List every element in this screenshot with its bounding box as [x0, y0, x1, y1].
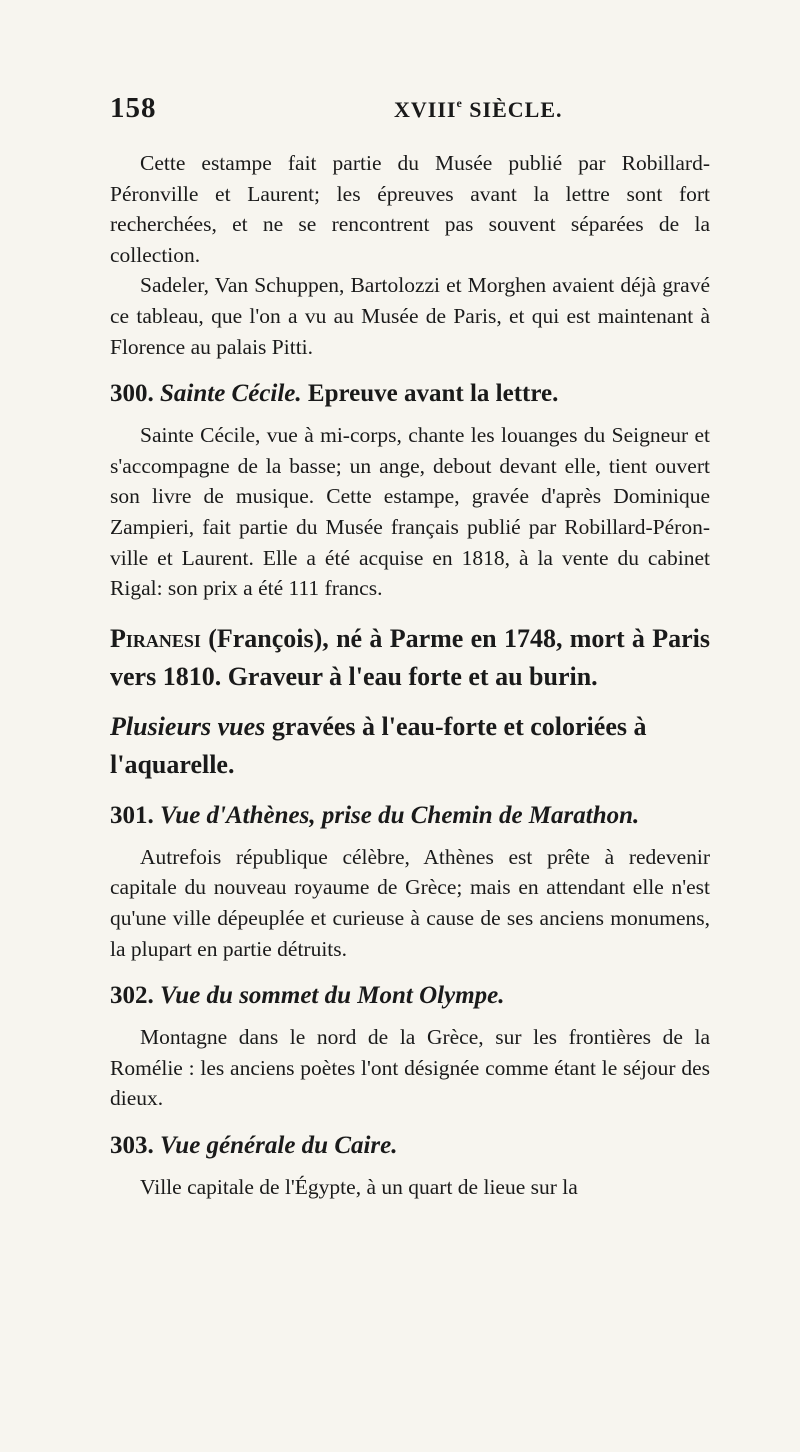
entry-302-text: Montagne dans le nord de la Grèce, sur les frontières de la Romélie : les anciens poètes l'ont désignée comme étant le séjour des dieux.: [110, 1025, 710, 1111]
entry-number: 303.: [110, 1131, 154, 1159]
paragraph-sadeler: Sadeler, Van Schuppen, Bartolozzi et Morghen avaient déjà gravé ce tableau, que l'on a vu au Musée de Paris, et qui est maintenant à Florence au palais Pitti.: [110, 273, 710, 359]
page-number: 158: [110, 92, 157, 124]
entry-title-italic: Vue d'Athènes, prise du Chemin de Marathon.: [160, 801, 640, 829]
series-heading-italic: Plusieurs vues: [110, 711, 266, 741]
series-heading: [110, 708, 710, 784]
entry-301-text: Autrefois république célèbre, Athènes est prête à redevenir capitale du nouveau royaume de Grèce; mais en attendant elle n'est qu'une ville dépeuplée et curieuse à cause de ses anciens monumens, la plupart en partie détruits.: [110, 844, 710, 961]
entry-title-italic: Sainte Cécile.: [160, 380, 302, 408]
entry-302-title: [110, 976, 710, 1016]
entry-303-title: [110, 1126, 710, 1166]
artist-bio: (François), né à Parme en 1748, mort à Paris vers 1810. Graveur à l'eau forte et au burin.: [110, 623, 710, 691]
entry-number: 302.: [110, 982, 154, 1010]
entry-title-rest: Epreuve avant la lettre.: [301, 380, 559, 408]
artist-heading: [110, 620, 710, 696]
page-body: [110, 148, 710, 1202]
series-heading-rest: gravées à l'eau-forte et coloriées à l'aquarelle.: [110, 711, 647, 779]
entry-300-text: Sainte Cécile, vue à mi-corps, chante les louanges du Seigneur et s'accompagne de la basse; un ange, debout devant elle, tient ouvert son livre de musique. Cette estampe, gravée d'après Dominique Zampieri, fait partie du Musée français publié par Robillard-Péronville et Laurent. Elle a été acquise en 1818, à la vente du cabinet Rigal: son prix a été 111 francs.: [110, 423, 710, 601]
entry-300-title: [110, 374, 710, 414]
entry-title-italic: Vue générale du Caire.: [160, 1131, 398, 1159]
running-head-century: XVIII: [394, 97, 457, 122]
paragraph-robillard: Cette estampe fait partie du Musée publié par Robillard-Péronville et Laurent; les épreuves avant la lettre sont fort recherchées, et ne se rencontrent pas souvent séparées de la collection.: [110, 151, 710, 267]
running-head-title: SIÈCLE.: [462, 97, 563, 122]
running-head: [394, 96, 563, 123]
page-header: [110, 92, 710, 132]
running-head-sup: e: [456, 96, 463, 110]
entry-number: 301.: [110, 801, 154, 829]
entry-number: 300.: [110, 380, 154, 408]
entry-301-title: [110, 796, 710, 836]
entry-title-italic: Vue du sommet du Mont Olympe.: [160, 982, 505, 1010]
entry-303-text: Ville capitale de l'Égypte, à un quart de lieue sur la: [140, 1174, 578, 1199]
artist-name: Piranesi: [110, 623, 201, 653]
